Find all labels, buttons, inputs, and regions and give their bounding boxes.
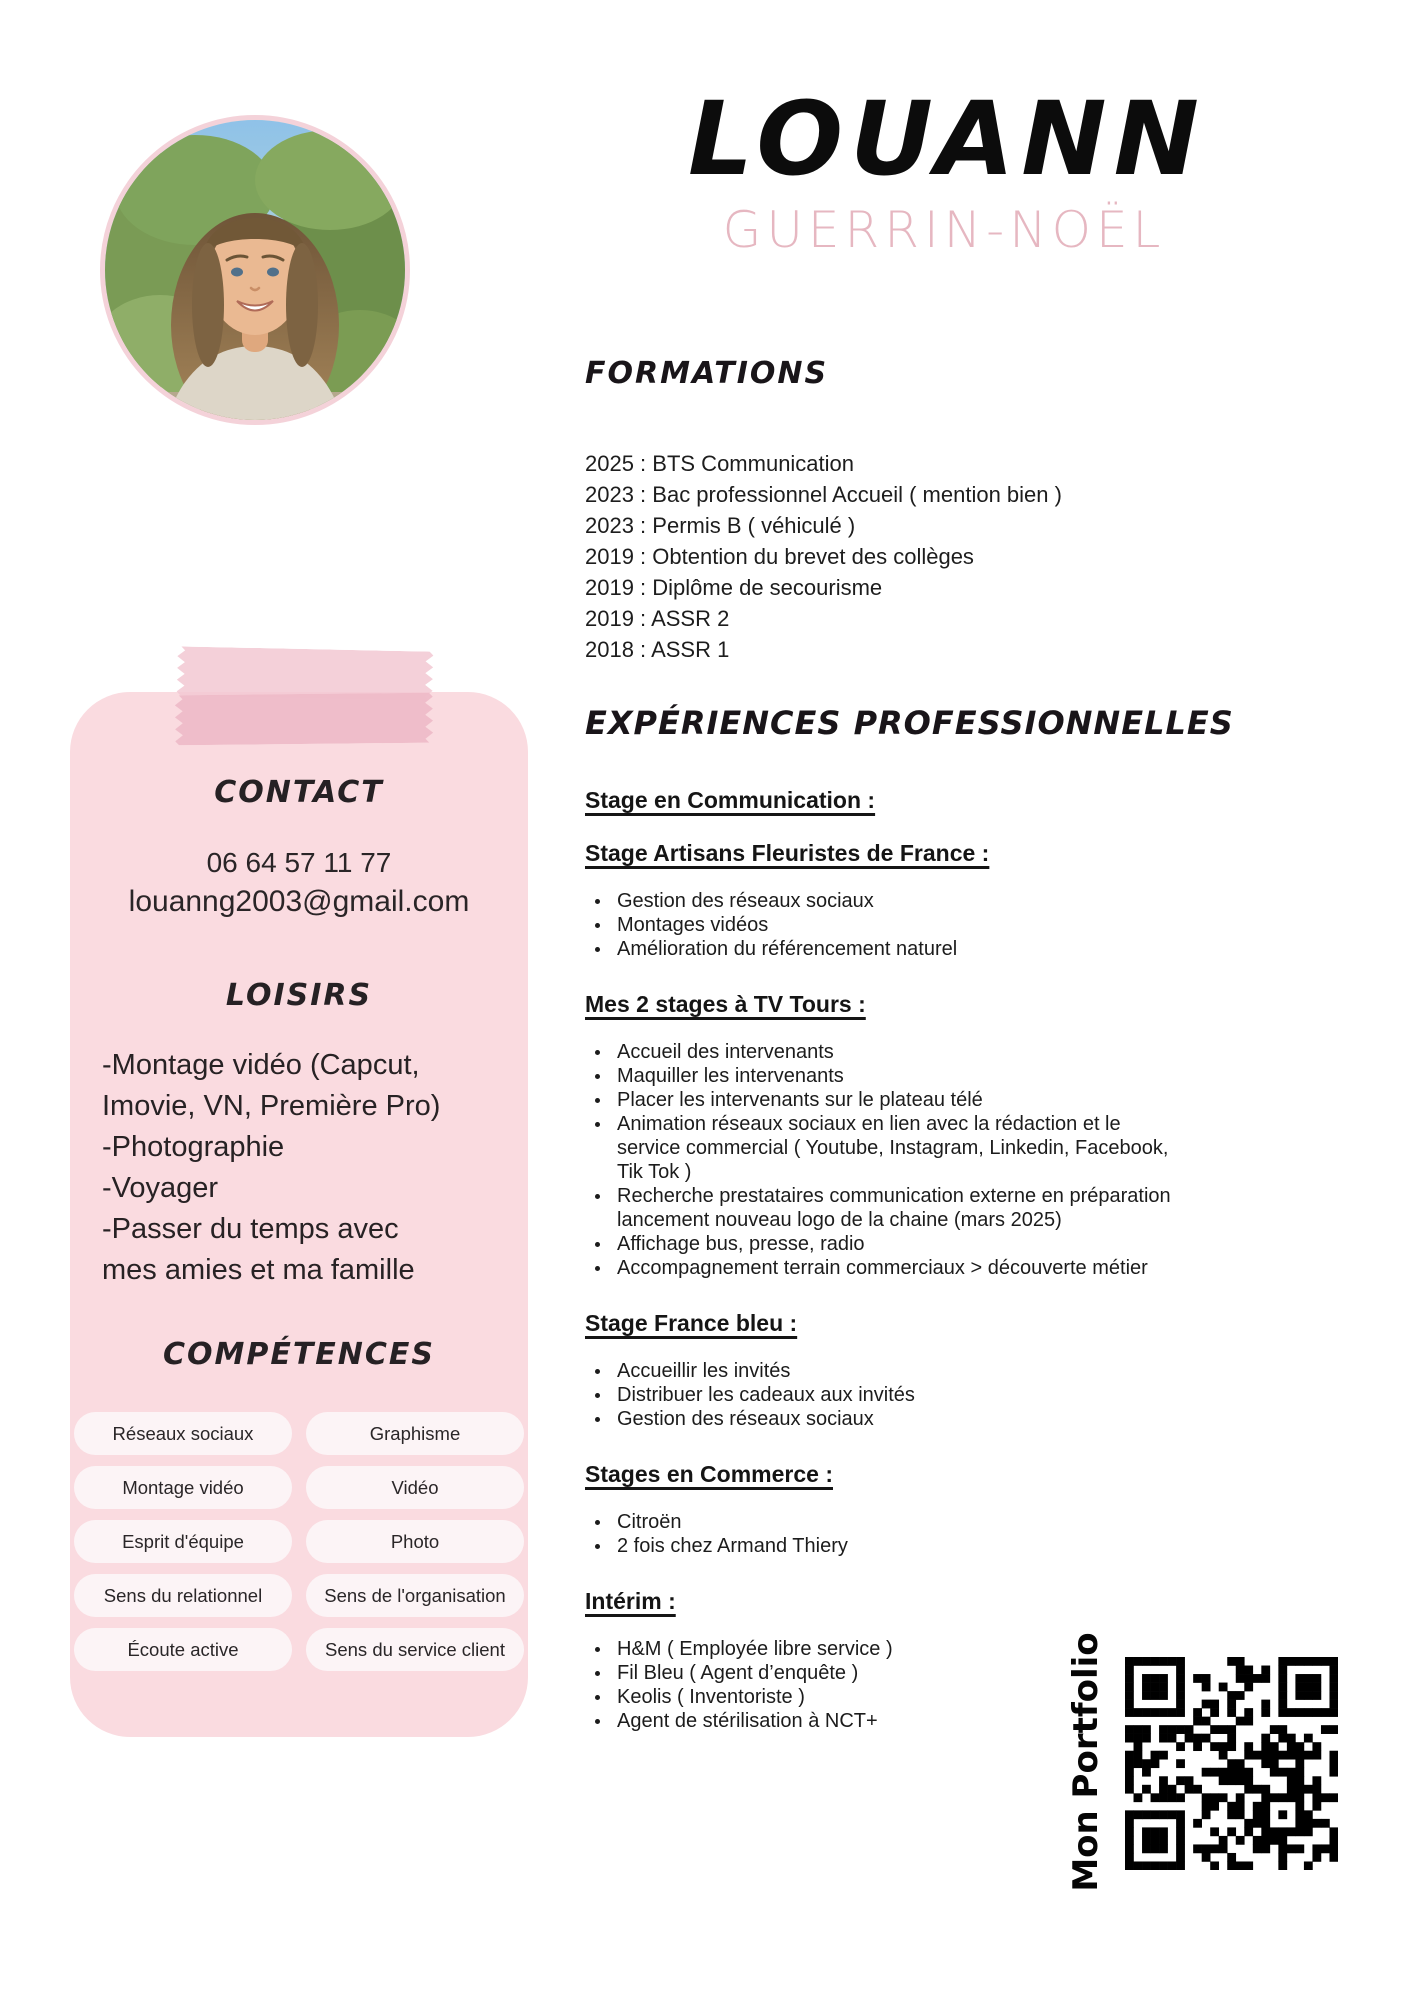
- skill-pill: Écoute active: [74, 1628, 292, 1671]
- skill-pill: Vidéo: [306, 1466, 524, 1509]
- header: [688, 80, 1206, 260]
- bullet-item: Accompagnement terrain commerciaux > découverte métier: [585, 1256, 1177, 1280]
- phone-number: 06 64 57 11 77: [206, 847, 392, 878]
- loisir-item: -Voyager: [102, 1172, 219, 1204]
- last-name: GUERRIN-NOËL: [722, 201, 1166, 260]
- bullet-item: Maquiller les intervenants: [585, 1064, 1177, 1088]
- bullet-item: Amélioration du référencement naturel: [585, 937, 1177, 961]
- skill-pill: Sens de l'organisation: [306, 1574, 524, 1617]
- loisir-item: -Photographie: [102, 1131, 285, 1163]
- section-heading-communication: Stage en Communication :: [585, 787, 876, 813]
- formations-list: [585, 448, 1207, 665]
- bullet-item: Recherche prestataires communication externe en préparation lancement nouveau logo de la chaine (mars 2025): [585, 1184, 1177, 1232]
- bullet-list-tv-tours: [585, 1040, 1177, 1280]
- bullet-item: Keolis ( Inventoriste ): [585, 1685, 1177, 1709]
- competences-title: COMPÉTENCES: [162, 1337, 436, 1372]
- bullet-list-artisans: [585, 889, 1177, 961]
- bullet-item: Gestion des réseaux sociaux: [585, 1407, 1177, 1431]
- bullet-item: Distribuer les cadeaux aux invités: [585, 1383, 1177, 1407]
- washi-tape-top: [177, 646, 434, 700]
- qr-code: [1125, 1657, 1338, 1870]
- profile-photo: [100, 115, 410, 425]
- bullet-item: Accueil des intervenants: [585, 1040, 1177, 1064]
- skill-pill: Photo: [306, 1520, 524, 1563]
- experiences-title: EXPÉRIENCES PROFESSIONNELLES: [585, 704, 1234, 742]
- loisirs-title: LOISIRS: [225, 978, 373, 1013]
- bullet-item: Agent de stérilisation à NCT+: [585, 1709, 1177, 1733]
- formation-item: 2023 : Permis B ( véhiculé ): [585, 513, 856, 538]
- bullet-item: Fil Bleu ( Agent d’enquête ): [585, 1661, 1177, 1685]
- contact-title: CONTACT: [214, 775, 384, 810]
- loisir-item: -Passer du temps avec mes amies et ma famille: [102, 1213, 415, 1286]
- skill-pill: Esprit d'équipe: [74, 1520, 292, 1563]
- section-heading-interim: Intérim :: [585, 1588, 676, 1614]
- loisirs-list: [102, 1045, 456, 1291]
- profile-photo-illustration: [105, 120, 405, 420]
- formation-item: 2019 : Diplôme de secourisme: [585, 575, 883, 600]
- portfolio-label: Mon Portfolio: [1066, 1632, 1106, 1892]
- section-heading-tv-tours: Mes 2 stages à TV Tours :: [585, 991, 866, 1017]
- bullet-item: Citroën: [585, 1510, 1177, 1534]
- formation-item: 2019 : ASSR 2: [585, 606, 730, 631]
- bullet-item: Montages vidéos: [585, 913, 1177, 937]
- loisir-item: -Montage vidéo (Capcut, Imovie, VN, Première Pro): [102, 1049, 441, 1122]
- bullet-item: Gestion des réseaux sociaux: [585, 889, 1177, 913]
- skills-grid: [74, 1412, 524, 1671]
- bullet-list-commerce: [585, 1510, 1177, 1558]
- section-heading-commerce: Stages en Commerce :: [585, 1461, 833, 1487]
- main-column: [585, 356, 1234, 1733]
- skill-pill: Réseaux sociaux: [74, 1412, 292, 1455]
- skill-pill: Sens du relationnel: [74, 1574, 292, 1617]
- bullet-item: 2 fois chez Armand Thiery: [585, 1534, 1177, 1558]
- formation-item: 2025 : BTS Communication: [585, 451, 855, 476]
- skill-pill: Montage vidéo: [74, 1466, 292, 1509]
- email-address: louanng2003@gmail.com: [128, 885, 470, 918]
- bullet-item: Placer les intervenants sur le plateau télé: [585, 1088, 1177, 1112]
- formation-item: 2018 : ASSR 1: [585, 637, 730, 662]
- formation-item: 2019 : Obtention du brevet des collèges: [585, 544, 974, 569]
- sidebar-card: [70, 692, 528, 1737]
- first-name: LOUANN: [688, 80, 1206, 199]
- section-heading-artisans-fleuristes: Stage Artisans Fleuristes de France :: [585, 840, 990, 866]
- skill-pill: Sens du service client: [306, 1628, 524, 1671]
- bullet-item: H&M ( Employée libre service ): [585, 1637, 1177, 1661]
- skill-pill: Graphisme: [306, 1412, 524, 1455]
- section-heading-france-bleu: Stage France bleu :: [585, 1310, 798, 1336]
- formations-title: FORMATIONS: [585, 356, 829, 391]
- bullet-item: Animation réseaux sociaux en lien avec la rédaction et le service commercial ( Youtube, Instagram, Linkedin, Facebook, Tik Tok ): [585, 1112, 1177, 1184]
- formation-item: 2023 : Bac professionnel Accueil ( mention bien ): [585, 482, 1062, 507]
- bullet-list-france-bleu: [585, 1359, 1177, 1431]
- bullet-item: Affichage bus, presse, radio: [585, 1232, 1177, 1256]
- bullet-item: Accueillir les invités: [585, 1359, 1177, 1383]
- washi-tape-bottom: [175, 693, 434, 746]
